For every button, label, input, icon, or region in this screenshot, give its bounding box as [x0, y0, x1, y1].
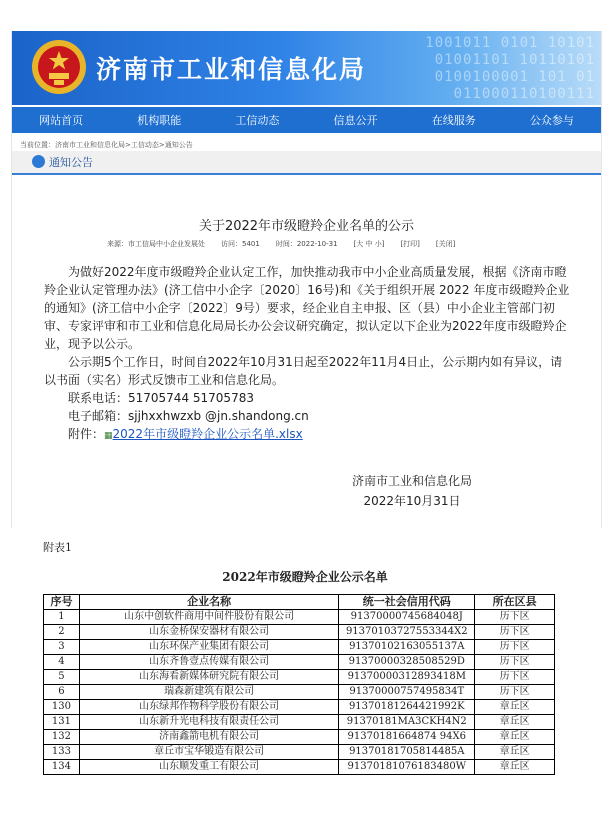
cell-credit-code: 91370181664874 94X6	[339, 730, 475, 745]
cell-company: 山东中创软件商用中间件股份有限公司	[79, 610, 338, 625]
cell-index: 133	[44, 745, 80, 760]
binary-decoration: 1001011 0101 10101 01001101 10110101 0100100001 101 01 011000110100111	[425, 35, 595, 102]
cell-index: 3	[44, 640, 80, 655]
meta-source: 来源：市工信局中小企业发展处	[107, 240, 205, 248]
cell-district: 章丘区	[475, 745, 555, 760]
attachment-link[interactable]: 2022年市级瞪羚企业公示名单.xlsx	[112, 427, 303, 441]
cell-credit-code: 91370181264421992K	[339, 700, 475, 715]
cell-company: 山东金桥保安器材有限公司	[79, 625, 338, 640]
article-paragraph: 为做好2022年度市级瞪羚企业认定工作，加快推动我市中小企业高质量发展，根据《济南市瞪羚企业认定管理办法》(济工信中小企字〔2020〕16号)和《关于组织开展 2022 年度市级瞪羚企业的通知》(济工信中小企字〔2022〕9号）要求，经企业自主申报、区（县）中小企业主管部门初审、专家评审和市工业和信息化局局长办公会议研究确定，拟认定以下企业为2022年度市级瞪羚企业，现予以公示。	[44, 265, 570, 351]
contact-phone: 联系电话：51705744 51705783	[68, 391, 254, 405]
section-header	[12, 151, 601, 175]
cell-district: 章丘区	[475, 700, 555, 715]
cell-district: 章丘区	[475, 715, 555, 730]
font-size-toggle[interactable]: [大 中 小]	[353, 240, 385, 248]
cell-credit-code: 91370181MA3CKH4N2	[339, 715, 475, 730]
table-row	[44, 640, 555, 655]
cell-district: 历下区	[475, 610, 555, 625]
header-company: 企业名称	[79, 595, 338, 610]
cell-district: 历下区	[475, 685, 555, 700]
table-title: 2022年市级瞪羚企业公示名单	[222, 570, 388, 584]
table-row	[44, 745, 555, 760]
nav-item-participation[interactable]: 公众参与	[529, 114, 574, 127]
cell-credit-code: 91370181076183480W	[339, 760, 475, 775]
table-row	[44, 610, 555, 625]
cell-district: 历下区	[475, 640, 555, 655]
meta-time: 时间：2022-10-31	[275, 240, 338, 248]
appendix-label: 附表1	[43, 541, 72, 554]
article-meta	[107, 239, 455, 249]
file-icon: ▦	[104, 431, 113, 441]
table-row	[44, 715, 555, 730]
table-header-row	[44, 595, 555, 610]
signature	[342, 471, 482, 511]
print-link[interactable]: [打印]	[400, 240, 420, 248]
cell-company: 山东海看新媒体研究院有限公司	[79, 670, 338, 685]
cell-index: 5	[44, 670, 80, 685]
attachment-label: 附件：	[68, 427, 105, 441]
cell-credit-code: 91370103727553344X2	[339, 625, 475, 640]
cell-index: 131	[44, 715, 80, 730]
page-frame	[11, 31, 602, 528]
cell-company: 山东环保产业集团有限公司	[79, 640, 338, 655]
cell-credit-code: 91370000745684048J	[339, 610, 475, 625]
table-row	[44, 730, 555, 745]
nav-item-disclosure[interactable]: 信息公开	[333, 114, 378, 127]
cell-index: 1	[44, 610, 80, 625]
main-nav	[12, 107, 601, 133]
header-credit-code: 统一社会信用代码	[339, 595, 475, 610]
article-body	[44, 263, 572, 445]
header-district: 所在区县	[475, 595, 555, 610]
section-label[interactable]: 通知公告	[49, 156, 93, 169]
cell-company: 山东顺发重工有限公司	[79, 760, 338, 775]
cell-district: 历下区	[475, 655, 555, 670]
nav-item-functions[interactable]: 机构职能	[137, 114, 182, 127]
cell-district: 章丘区	[475, 730, 555, 745]
cell-company: 章丘市宝华锻造有限公司	[79, 745, 338, 760]
cell-index: 4	[44, 655, 80, 670]
cell-index: 2	[44, 625, 80, 640]
site-banner	[12, 31, 601, 105]
national-emblem-icon	[30, 38, 88, 96]
table-row	[44, 760, 555, 775]
meta-visits: 访问：5401	[221, 240, 260, 248]
cell-company: 瑞森新建筑有限公司	[79, 685, 338, 700]
breadcrumb: 当前位置：济南市工业和信息化局>工信动态>通知公告	[20, 141, 193, 149]
cell-credit-code: 91370000328508529D	[339, 655, 475, 670]
table-row	[44, 655, 555, 670]
article-title: 关于2022年市级瞪羚企业名单的公示	[198, 219, 415, 234]
cell-index: 6	[44, 685, 80, 700]
attachment-row	[44, 425, 572, 445]
signature-org: 济南市工业和信息化局	[351, 474, 472, 488]
table-row	[44, 685, 555, 700]
cell-index: 132	[44, 730, 80, 745]
cell-district: 章丘区	[475, 760, 555, 775]
cell-index: 130	[44, 700, 80, 715]
cell-company: 山东新升光电科技有限责任公司	[79, 715, 338, 730]
notice-icon	[32, 155, 45, 168]
enterprise-table	[43, 594, 555, 775]
header-index: 序号	[44, 595, 80, 610]
cell-credit-code: 91370000312893418M	[339, 670, 475, 685]
nav-item-services[interactable]: 在线服务	[431, 114, 476, 127]
table-row	[44, 670, 555, 685]
cell-credit-code: 91370000757495834T	[339, 685, 475, 700]
table-row	[44, 700, 555, 715]
cell-district: 历下区	[475, 670, 555, 685]
cell-credit-code: 91370181705814485A	[339, 745, 475, 760]
nav-item-home[interactable]: 网站首页	[39, 114, 84, 127]
article-paragraph: 公示期5个工作日，时间自2022年10月31日起至2022年11月4日止，公示期内如有异议，请以书面（实名）形式反馈市工业和信息化局。	[44, 355, 563, 387]
signature-date: 2022年10月31日	[363, 494, 461, 508]
cell-credit-code: 91370102163055137A	[339, 640, 475, 655]
cell-index: 134	[44, 760, 80, 775]
cell-company: 山东绿邦作物科学股份有限公司	[79, 700, 338, 715]
table-row	[44, 625, 555, 640]
site-title[interactable]: 济南市工业和信息化局	[96, 55, 367, 84]
cell-district: 历下区	[475, 625, 555, 640]
cell-company: 济南鑫箭电机有限公司	[79, 730, 338, 745]
cell-company: 山东齐鲁壹点传媒有限公司	[79, 655, 338, 670]
nav-item-news[interactable]: 工信动态	[235, 114, 280, 127]
close-link[interactable]: [关闭]	[435, 240, 456, 248]
contact-email: 电子邮箱：sjjhxxhwzxb @jn.shandong.cn	[68, 409, 309, 423]
